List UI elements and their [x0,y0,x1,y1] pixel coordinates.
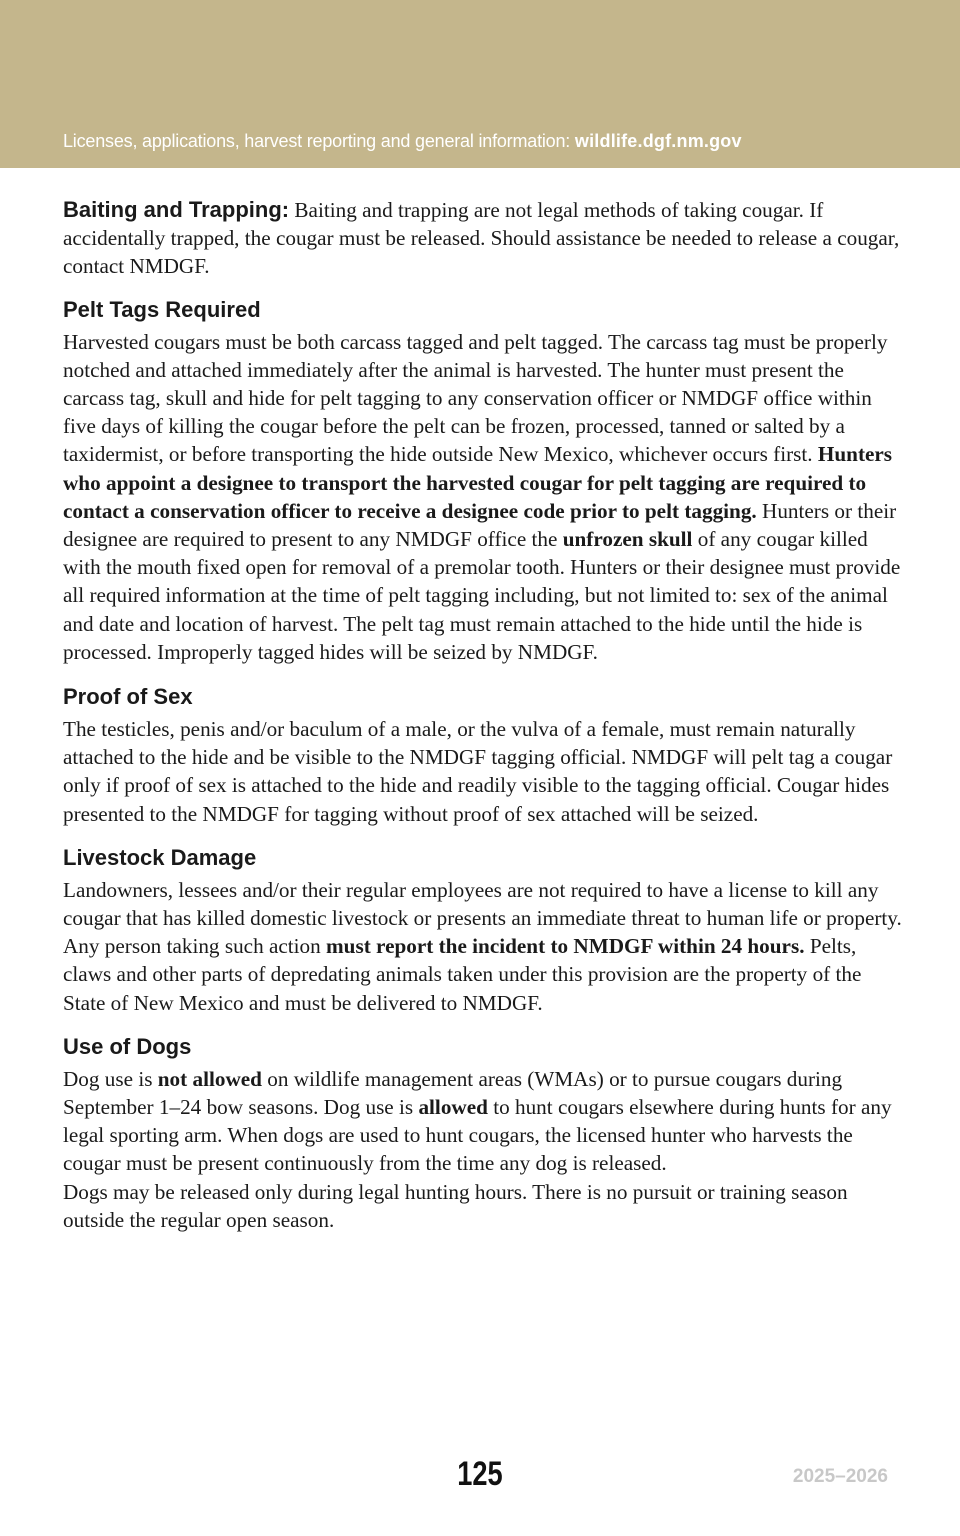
livestock-bold-report: must report the incident to NMDGF within 24 hours. [326,934,805,959]
page-content [63,196,905,1234]
baiting-text: Baiting and trapping are not legal methods of taking cougar. If accidentally trapped, the cougar must be released. Should assistance be needed to release a cougar, contact NMDGF. [63,198,900,279]
pelt-bold-skull: unfrozen skull [562,527,693,552]
pelt-bold-designee: Hunters who appoint a designee to transport the harvested cougar for pelt tagging are required to contact a conservation officer to receive a designee code prior to pelt tagging. [63,442,893,523]
proof-of-sex-heading: Proof of Sex [63,684,193,710]
pelt-tags-paragraph [63,328,905,666]
dogs-text-2: on wildlife management areas (WMAs) or to pursue cougars during September 1–24 bow seasons. Dog use is [63,1066,843,1120]
header-url: wildlife.dgf.nm.gov [574,131,742,151]
proof-of-sex-paragraph: The testicles, penis and/or baculum of a male, or the vulva of a female, must remain naturally attached to the hide and be visible to the NMDGF tagging official. NMDGF will pelt tag a cougar only if proof of sex is attached to the hide and readily visible to the tagging official. Cougar hides presented to the NMDGF for tagging without proof of sex attached will be seized. [63,717,893,826]
use-of-dogs-paragraph-2: Dogs may be released only during legal hunting hours. There is no pursuit or training season outside the regular open season. [63,1179,848,1232]
use-of-dogs-paragraph [63,1065,905,1178]
livestock-text-2: Pelts, claws and other parts of depredating animals taken under this provision are the property of the State of New Mexico and must be delivered to NMDGF. [63,934,862,1015]
header-band [0,0,960,168]
pelt-tags-heading: Pelt Tags Required [63,296,261,322]
page-number: 125 [457,1455,503,1493]
header-text [63,131,742,152]
header-label: Licenses, applications, harvest reporting and general information: [63,131,575,151]
pelt-text-3: of any cougar killed with the mouth fixed open for removal of a premolar tooth. Hunters or their designee must provide all required information at the time of pelt tagging including, but not limited to: sex of the animal and date and location of harvest. The pelt tag must remain attached to the hide until the hide is processed. Improperly tagged hides will be seized by NMDGF. [63,527,901,664]
livestock-text-1: Landowners, lessees and/or their regular employees are not required to have a license to kill any cougar that has killed domestic livestock or presents an immediate threat to human life or property. Any person taking such action [63,877,902,959]
pelt-text-2: Hunters or their designee are required to present to any NMDGF office the [63,498,897,552]
baiting-heading: Baiting and Trapping: [63,197,290,222]
use-of-dogs-heading: Use of Dogs [63,1033,192,1059]
dogs-bold-not-allowed: not allowed [157,1066,262,1091]
livestock-damage-paragraph [63,876,905,1017]
pelt-text-1: Harvested cougars must be both carcass tagged and pelt tagged. The carcass tag must be properly notched and attached immediately after the animal is harvested. The hunter must present the carcass tag, skull and hide for pelt tagging to any conservation officer or NMDGF office within five days of killing the cougar before the pelt can be frozen, processed, tanned or salted by a taxidermist, or before transporting the hide outside New Mexico, whichever occurs first. [63,329,888,467]
dogs-text-1: Dog use is [63,1066,158,1091]
livestock-damage-heading: Livestock Damage [63,844,257,870]
edition-year: 2025–2026 [792,1466,888,1487]
dogs-text-3: to hunt cougars elsewhere during hunts for any legal sporting arm. When dogs are used to hunt cougars, the licensed hunter who harvests the cougar must be present continuously from the time any dog is released. [63,1095,892,1176]
baiting-paragraph [63,196,905,281]
dogs-bold-allowed: allowed [418,1095,488,1120]
